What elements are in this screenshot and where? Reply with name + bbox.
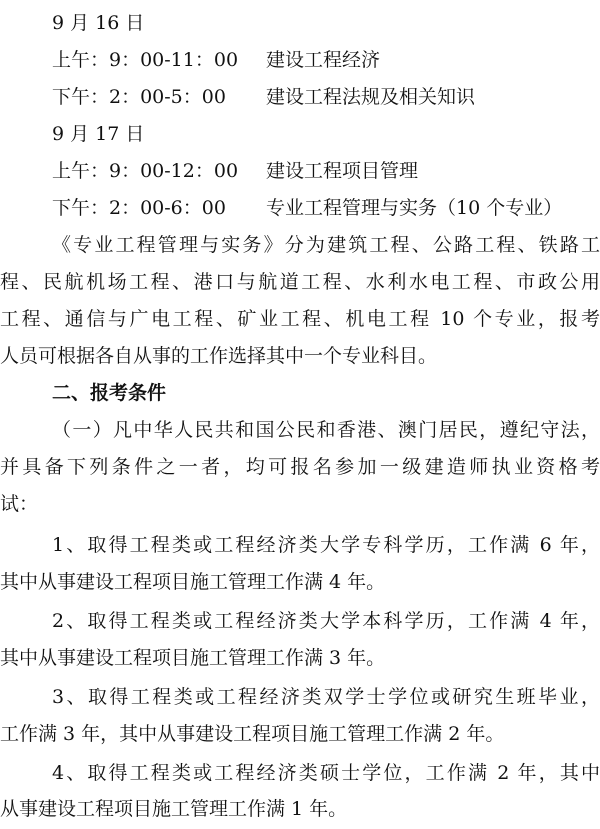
session-time: 下午：2：00-5：00 <box>52 86 226 108</box>
paragraph-line: 《专业工程管理与实务》分为建筑工程、公路工程、铁路工 <box>52 234 600 256</box>
session-time: 上午：9：00-11：00 <box>52 49 239 71</box>
paragraph-line: 试： <box>0 493 39 515</box>
paragraph-line: 工程、通信与广电工程、矿业工程、机电工程 10 个专业，报考 <box>0 308 600 330</box>
condition-item-1-cont: 其中从事建设工程项目施工管理工作满 4 年。 <box>0 571 386 593</box>
paragraph-line: 程、民航机场工程、港口与航道工程、水利水电工程、市政公用 <box>0 271 600 293</box>
exam-date-1: 9 月 16 日 <box>52 12 145 34</box>
session-subject: 建设工程经济 <box>266 49 381 71</box>
schedule-row <box>0 80 600 114</box>
paragraph-line: 人员可根据各自从事的工作选择其中一个专业科目。 <box>0 345 438 367</box>
condition-item-2-cont: 其中从事建设工程项目施工管理工作满 3 年。 <box>0 647 386 669</box>
condition-item-4-cont: 从事建设工程项目施工管理工作满 1 年。 <box>0 798 348 820</box>
condition-item-1: 1、取得工程类或工程经济类大学专科学历，工作满 6 年， <box>52 534 600 556</box>
session-time: 上午：9：00-12：00 <box>52 160 239 182</box>
condition-item-3: 3、取得工程类或工程经济类双学士学位或研究生班毕业， <box>52 686 600 708</box>
paragraph-line: （一）凡中华人民共和国公民和香港、澳门居民，遵纪守法， <box>52 419 600 441</box>
exam-date-2: 9 月 17 日 <box>52 123 145 145</box>
condition-item-4: 4、取得工程类或工程经济类硕士学位，工作满 2 年，其中 <box>52 762 600 784</box>
condition-item-2: 2、取得工程类或工程经济类大学本科学历，工作满 4 年， <box>52 610 600 632</box>
section-heading: 二、报考条件 <box>52 382 167 404</box>
schedule-row <box>0 154 600 188</box>
condition-item-3-cont: 工作满 3 年，其中从事建设工程项目施工管理工作满 2 年。 <box>0 723 505 745</box>
session-subject: 专业工程管理与实务（10 个专业） <box>266 197 563 219</box>
session-time: 下午：2：00-6：00 <box>52 197 226 219</box>
paragraph-line: 并具备下列条件之一者，均可报名参加一级建造师执业资格考 <box>0 456 600 478</box>
schedule-row <box>0 43 600 77</box>
session-subject: 建设工程法规及相关知识 <box>266 86 476 108</box>
session-subject: 建设工程项目管理 <box>266 160 419 182</box>
schedule-row <box>0 191 600 225</box>
